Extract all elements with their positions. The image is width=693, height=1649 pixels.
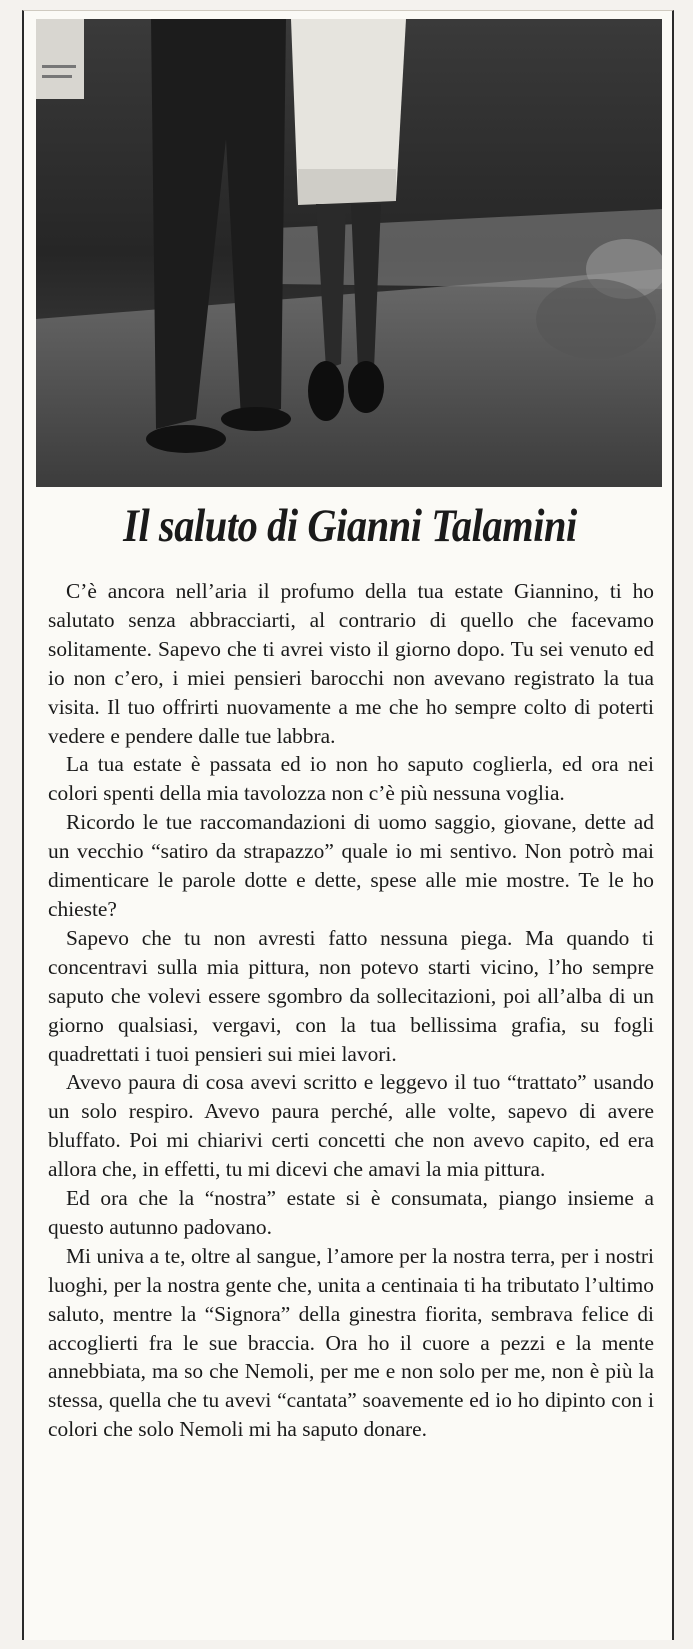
paragraph: Avevo paura di cosa avevi scritto e leggevo il tuo “trattato” usando un solo respiro. Avevo paura perché, alle volte, sapevo di avere bluffato. Poi mi chiarivi certi concetti che non avevo capito, ed era allora che, in effetti, tu mi dicevi che amavi la mia pittura.	[48, 1070, 654, 1182]
article-body	[48, 577, 654, 1444]
newspaper-clipping	[22, 10, 674, 1640]
paragraph: La tua estate è passata ed io non ho saputo coglierla, ed ora nei colori spenti della mia tavolozza non c’è più nessuna voglia.	[48, 752, 654, 806]
paragraph: C’è ancora nell’aria il profumo della tua estate Giannino, ti ho salutato senza abbracciarti, al contrario di quello che facevamo solitamente. Sapevo che ti avrei visto il giorno dopo. Tu sei venuto ed io non c’ero, i miei pensieri barocchi non avevano registrato la tua visita. Il tuo offrirti nuovamente a me che ho sempre colto di poterti vedere e pendere dalle tue labbra.	[48, 579, 654, 748]
paragraph: Mi univa a te, oltre al sangue, l’amore per la nostra terra, per i nostri luoghi, per la nostra gente che, unita a centinaia ti ha tributato l’ultimo saluto, mentre la “Signora” della ginestra fiorita, sembrava felice di accoglierti fra le sue braccia. Ora ho il cuore a pezzi e la mente annebbiata, ma so che Nemoli, per me e non solo per me, non è più la stessa, quella che tu avevi “cantata” soavemente ed io ho dipinto con i colori che solo Nemoli mi ha saputo donare.	[48, 1243, 654, 1442]
article-photo	[36, 19, 662, 487]
article-title: Il saluto di Gianni Talamini	[123, 500, 577, 552]
paragraph: Ed ora che la “nostra” estate si è consumata, piango insieme a questo autunno padovano.	[48, 1186, 654, 1239]
paragraph: Sapevo che tu non avresti fatto nessuna piega. Ma quando ti concentravi sulla mia pittura, non potevo starti vicino, l’ho sempre saputo che volevi essere sgombro da sollecitazioni, poi all’alba di un giorno qualsiasi, vergavi, con la tua bellissima grafia, su fogli quadrettati i tuoi pensieri sui miei lavori.	[48, 925, 654, 1066]
photo-two-people-legs	[36, 19, 662, 487]
paragraph: Ricordo le tue raccomandazioni di uomo saggio, giovane, dette ad un vecchio “satiro da strapazzo” quale io mi sentivo. Non potrò mai dimenticare le parole dotte e dette, spese alle mie mostre. Te le ho chieste?	[48, 810, 654, 921]
